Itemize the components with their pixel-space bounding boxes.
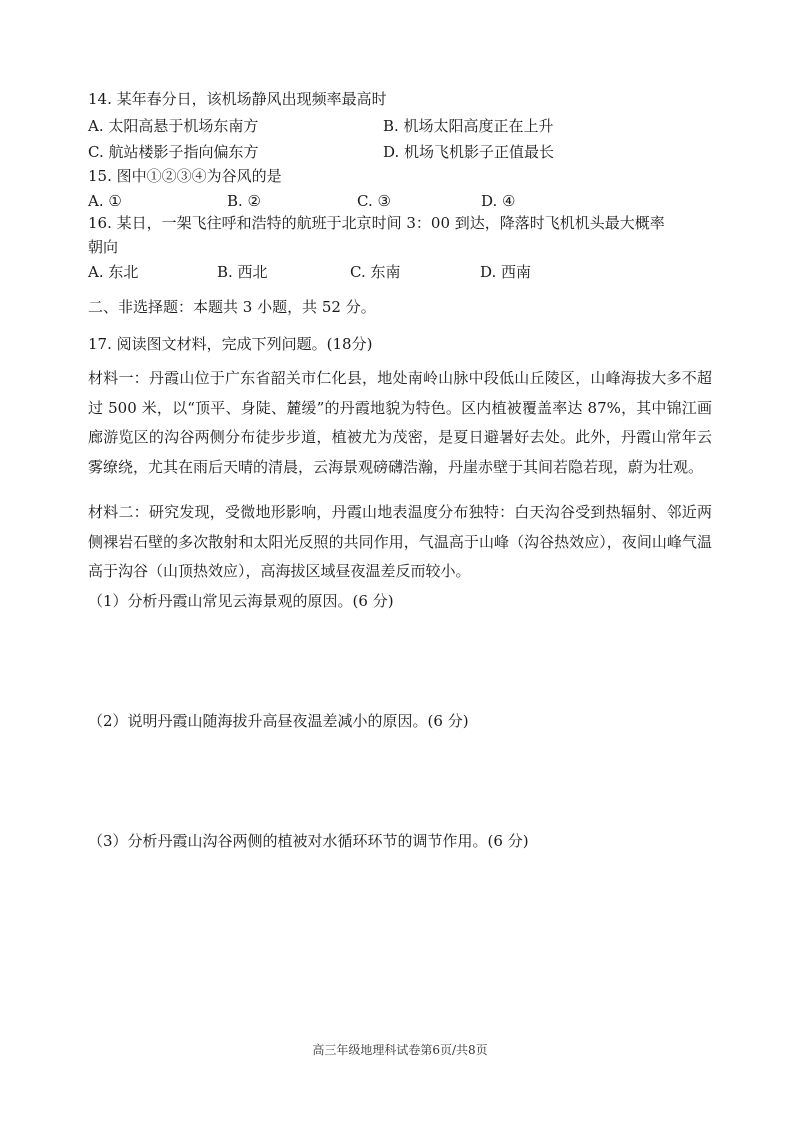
- material-one-paragraph: 材料一：丹霞山位于广东省韶关市仁化县，地处南岭山脉中段低山丘陵区，山峰海拔大多不超过 500 米，以“顶平、身陡、麓缓”的丹霞地貌为特色。区内植被覆盖率达 87%，其中锦江画廊游览区的沟谷两侧分布徒步步道，植被尤为茂密，是夏日避暑好去处。此外，丹霞山常年云雾缭绕，尤其在雨后天晴的清晨，云海景观磅礴浩瀚，丹崖赤壁于其间若隐若现，蔚为壮观。: [88, 369, 712, 476]
- question-16-stem-line2: 朝向: [88, 238, 119, 256]
- question-15-option-b: B. ②: [227, 192, 262, 210]
- question-14-option-d: D. 机场飞机影子正值最长: [383, 143, 555, 161]
- section-2-title: 二、非选择题：本题共 3 小题，共 52 分。: [88, 298, 376, 316]
- question-17-stem: 17. 阅读图文材料，完成下列问题。(18分): [88, 335, 373, 353]
- material-two-paragraph: 材料二：研究发现，受微地形影响，丹霞山地表温度分布独特：白天沟谷受到热辐射、邻近两侧裸岩石壁的多次散射和太阳光反照的共同作用，气温高于山峰（沟谷热效应），夜间山峰气温高于沟谷（山顶热效应），高海拔区域昼夜温差反而较小。: [88, 503, 712, 580]
- question-16-option-a: A. 东北: [88, 263, 139, 281]
- question-14-option-c: C. 航站楼影子指向偏东方: [88, 143, 259, 161]
- question-15-option-d: D. ④: [481, 192, 516, 210]
- question-15-stem: 15. 图中①②③④为谷风的是: [88, 167, 282, 185]
- question-15-option-a: A. ①: [88, 192, 122, 210]
- question-16-option-d: D. 西南: [480, 263, 532, 281]
- question-14-stem: 14. 某年春分日，该机场静风出现频率最高时: [88, 90, 387, 108]
- question-15-option-c: C. ③: [357, 192, 391, 210]
- question-14-option-a: A. 太阳高悬于机场东南方: [88, 117, 259, 135]
- sub-question-2: （2）说明丹霞山随海拔升高昼夜温差减小的原因。(6 分): [88, 712, 469, 730]
- sub-question-1: （1）分析丹霞山常见云海景观的原因。(6 分): [88, 592, 394, 610]
- sub-question-3: （3）分析丹霞山沟谷两侧的植被对水循环环节的调节作用。(6 分): [88, 832, 529, 850]
- question-16-stem-line1: 16. 某日，一架飞往呼和浩特的航班于北京时间 3：00 到达，降落时飞机机头最大概率: [88, 214, 665, 232]
- question-16-option-b: B. 西北: [217, 263, 268, 281]
- page-footer: 高三年级地理科试卷第6页/共8页: [312, 1043, 488, 1057]
- question-16-option-c: C. 东南: [350, 263, 401, 281]
- question-14-option-b: B. 机场太阳高度正在上升: [383, 117, 554, 135]
